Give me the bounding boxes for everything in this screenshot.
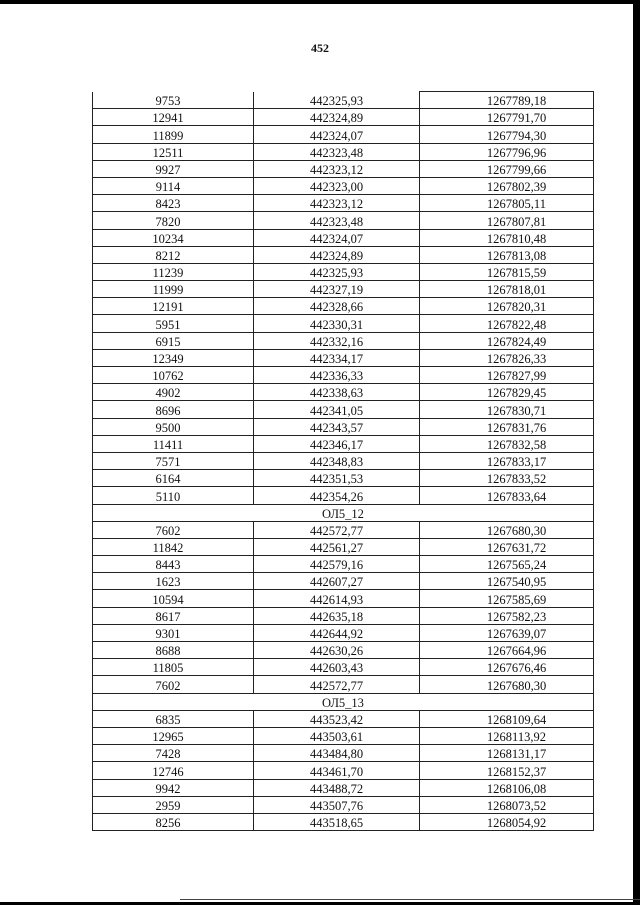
y-coordinate-cell: 1268131,17 [420, 745, 594, 762]
point-number-cell: 11805 [93, 659, 254, 676]
point-number-cell: 11239 [93, 263, 254, 280]
table-row [93, 195, 594, 212]
x-coordinate-cell: 442644,92 [254, 624, 420, 641]
table-row [93, 435, 594, 452]
point-number-cell: 9942 [93, 779, 254, 796]
table-row [93, 745, 594, 762]
point-number-cell: 1623 [93, 573, 254, 590]
table-row [93, 487, 594, 504]
y-coordinate-cell: 1267822,48 [420, 315, 594, 332]
table-row [93, 607, 594, 624]
y-coordinate-cell: 1267824,49 [420, 332, 594, 349]
x-coordinate-cell: 442343,57 [254, 418, 420, 435]
y-coordinate-cell: 1267565,24 [420, 556, 594, 573]
x-coordinate-cell: 442341,05 [254, 401, 420, 418]
y-coordinate-cell: 1267680,30 [420, 521, 594, 538]
point-number-cell: 12191 [93, 298, 254, 315]
table-row [93, 263, 594, 280]
y-coordinate-cell: 1267676,46 [420, 659, 594, 676]
table-row [93, 298, 594, 315]
x-coordinate-cell: 442323,12 [254, 195, 420, 212]
table-row [93, 779, 594, 796]
y-coordinate-cell: 1267796,96 [420, 143, 594, 160]
table-row [93, 126, 594, 143]
scan-line-bottom [180, 899, 640, 900]
point-number-cell: 8443 [93, 556, 254, 573]
section-label: ОЛ5_13 [93, 693, 594, 710]
x-coordinate-cell: 442328,66 [254, 298, 420, 315]
section-label: ОЛ5_12 [93, 504, 594, 521]
table-row [93, 92, 594, 109]
point-number-cell: 7571 [93, 452, 254, 469]
point-number-cell: 7428 [93, 745, 254, 762]
table-row [93, 521, 594, 538]
x-coordinate-cell: 442324,89 [254, 109, 420, 126]
x-coordinate-cell: 442348,83 [254, 452, 420, 469]
x-coordinate-cell: 442338,63 [254, 384, 420, 401]
point-number-cell: 11999 [93, 281, 254, 298]
y-coordinate-cell: 1267831,76 [420, 418, 594, 435]
y-coordinate-cell: 1268152,37 [420, 762, 594, 779]
table-row [93, 659, 594, 676]
table-row [93, 590, 594, 607]
x-coordinate-cell: 442572,77 [254, 521, 420, 538]
x-coordinate-cell: 443518,65 [254, 813, 420, 830]
table-row [93, 367, 594, 384]
x-coordinate-cell: 443488,72 [254, 779, 420, 796]
x-coordinate-cell: 442323,12 [254, 160, 420, 177]
y-coordinate-cell: 1268113,92 [420, 727, 594, 744]
y-coordinate-cell: 1267815,59 [420, 263, 594, 280]
point-number-cell: 9927 [93, 160, 254, 177]
y-coordinate-cell: 1267631,72 [420, 538, 594, 555]
point-number-cell: 6835 [93, 710, 254, 727]
table-row [93, 624, 594, 641]
point-number-cell: 11899 [93, 126, 254, 143]
x-coordinate-cell: 442323,00 [254, 177, 420, 194]
table-row [93, 246, 594, 263]
table-row [93, 762, 594, 779]
section-header-row [93, 504, 594, 521]
x-coordinate-cell: 442351,53 [254, 470, 420, 487]
y-coordinate-cell: 1267826,33 [420, 349, 594, 366]
point-number-cell: 8212 [93, 246, 254, 263]
point-number-cell: 7602 [93, 521, 254, 538]
point-number-cell: 9500 [93, 418, 254, 435]
point-number-cell: 7820 [93, 212, 254, 229]
point-number-cell: 9301 [93, 624, 254, 641]
x-coordinate-cell: 442323,48 [254, 143, 420, 160]
table-body [93, 92, 594, 831]
point-number-cell: 5110 [93, 487, 254, 504]
point-number-cell: 11842 [93, 538, 254, 555]
y-coordinate-cell: 1267789,18 [420, 92, 594, 109]
table-row [93, 452, 594, 469]
point-number-cell: 10594 [93, 590, 254, 607]
table-row [93, 143, 594, 160]
y-coordinate-cell: 1267540,95 [420, 573, 594, 590]
table-row [93, 538, 594, 555]
x-coordinate-cell: 442325,93 [254, 92, 420, 109]
point-number-cell: 12746 [93, 762, 254, 779]
table-row [93, 229, 594, 246]
table-row [93, 676, 594, 693]
point-number-cell: 10234 [93, 229, 254, 246]
point-number-cell: 11411 [93, 435, 254, 452]
y-coordinate-cell: 1267833,64 [420, 487, 594, 504]
x-coordinate-cell: 443484,80 [254, 745, 420, 762]
table-row [93, 349, 594, 366]
x-coordinate-cell: 442354,26 [254, 487, 420, 504]
coordinates-table [92, 91, 594, 831]
y-coordinate-cell: 1267585,69 [420, 590, 594, 607]
x-coordinate-cell: 442630,26 [254, 642, 420, 659]
table-row [93, 160, 594, 177]
x-coordinate-cell: 442324,89 [254, 246, 420, 263]
scan-border-right [633, 0, 640, 905]
y-coordinate-cell: 1267680,30 [420, 676, 594, 693]
x-coordinate-cell: 442614,93 [254, 590, 420, 607]
x-coordinate-cell: 442579,16 [254, 556, 420, 573]
x-coordinate-cell: 442325,93 [254, 263, 420, 280]
table-row [93, 470, 594, 487]
point-number-cell: 5951 [93, 315, 254, 332]
coordinates-table-container [92, 91, 594, 831]
table-row [93, 212, 594, 229]
y-coordinate-cell: 1267791,70 [420, 109, 594, 126]
point-number-cell: 12511 [93, 143, 254, 160]
table-row [93, 710, 594, 727]
y-coordinate-cell: 1267829,45 [420, 384, 594, 401]
y-coordinate-cell: 1267805,11 [420, 195, 594, 212]
point-number-cell: 8617 [93, 607, 254, 624]
table-row [93, 109, 594, 126]
point-number-cell: 2959 [93, 796, 254, 813]
point-number-cell: 12941 [93, 109, 254, 126]
x-coordinate-cell: 442330,31 [254, 315, 420, 332]
x-coordinate-cell: 442332,16 [254, 332, 420, 349]
x-coordinate-cell: 442607,27 [254, 573, 420, 590]
y-coordinate-cell: 1267794,30 [420, 126, 594, 143]
y-coordinate-cell: 1267582,23 [420, 607, 594, 624]
y-coordinate-cell: 1267818,01 [420, 281, 594, 298]
x-coordinate-cell: 443461,70 [254, 762, 420, 779]
table-row [93, 418, 594, 435]
y-coordinate-cell: 1267832,58 [420, 435, 594, 452]
table-row [93, 556, 594, 573]
point-number-cell: 8688 [93, 642, 254, 659]
y-coordinate-cell: 1267802,39 [420, 177, 594, 194]
x-coordinate-cell: 442334,17 [254, 349, 420, 366]
x-coordinate-cell: 443507,76 [254, 796, 420, 813]
x-coordinate-cell: 443523,42 [254, 710, 420, 727]
point-number-cell: 10762 [93, 367, 254, 384]
point-number-cell: 9114 [93, 177, 254, 194]
y-coordinate-cell: 1267664,96 [420, 642, 594, 659]
point-number-cell: 12965 [93, 727, 254, 744]
point-number-cell: 6164 [93, 470, 254, 487]
table-row [93, 281, 594, 298]
scan-border-top [0, 0, 640, 4]
table-row [93, 573, 594, 590]
point-number-cell: 4902 [93, 384, 254, 401]
x-coordinate-cell: 442327,19 [254, 281, 420, 298]
x-coordinate-cell: 442336,33 [254, 367, 420, 384]
table-row [93, 332, 594, 349]
x-coordinate-cell: 443503,61 [254, 727, 420, 744]
table-row [93, 315, 594, 332]
x-coordinate-cell: 442635,18 [254, 607, 420, 624]
x-coordinate-cell: 442323,48 [254, 212, 420, 229]
y-coordinate-cell: 1267799,66 [420, 160, 594, 177]
x-coordinate-cell: 442572,77 [254, 676, 420, 693]
x-coordinate-cell: 442324,07 [254, 126, 420, 143]
section-header-row [93, 693, 594, 710]
y-coordinate-cell: 1267830,71 [420, 401, 594, 418]
y-coordinate-cell: 1267827,99 [420, 367, 594, 384]
y-coordinate-cell: 1267820,31 [420, 298, 594, 315]
table-row [93, 642, 594, 659]
table-row [93, 796, 594, 813]
point-number-cell: 8256 [93, 813, 254, 830]
table-row [93, 177, 594, 194]
table-row [93, 401, 594, 418]
y-coordinate-cell: 1267807,81 [420, 212, 594, 229]
point-number-cell: 8423 [93, 195, 254, 212]
x-coordinate-cell: 442346,17 [254, 435, 420, 452]
y-coordinate-cell: 1267833,17 [420, 452, 594, 469]
y-coordinate-cell: 1268109,64 [420, 710, 594, 727]
point-number-cell: 7602 [93, 676, 254, 693]
table-row [93, 384, 594, 401]
table-row [93, 727, 594, 744]
y-coordinate-cell: 1267639,07 [420, 624, 594, 641]
y-coordinate-cell: 1268073,52 [420, 796, 594, 813]
x-coordinate-cell: 442603,43 [254, 659, 420, 676]
y-coordinate-cell: 1268054,92 [420, 813, 594, 830]
point-number-cell: 8696 [93, 401, 254, 418]
y-coordinate-cell: 1267833,52 [420, 470, 594, 487]
page-number: 452 [311, 41, 329, 55]
point-number-cell: 9753 [93, 92, 254, 109]
point-number-cell: 12349 [93, 349, 254, 366]
y-coordinate-cell: 1267813,08 [420, 246, 594, 263]
x-coordinate-cell: 442561,27 [254, 538, 420, 555]
x-coordinate-cell: 442324,07 [254, 229, 420, 246]
y-coordinate-cell: 1267810,48 [420, 229, 594, 246]
table-row [93, 813, 594, 830]
y-coordinate-cell: 1268106,08 [420, 779, 594, 796]
point-number-cell: 6915 [93, 332, 254, 349]
